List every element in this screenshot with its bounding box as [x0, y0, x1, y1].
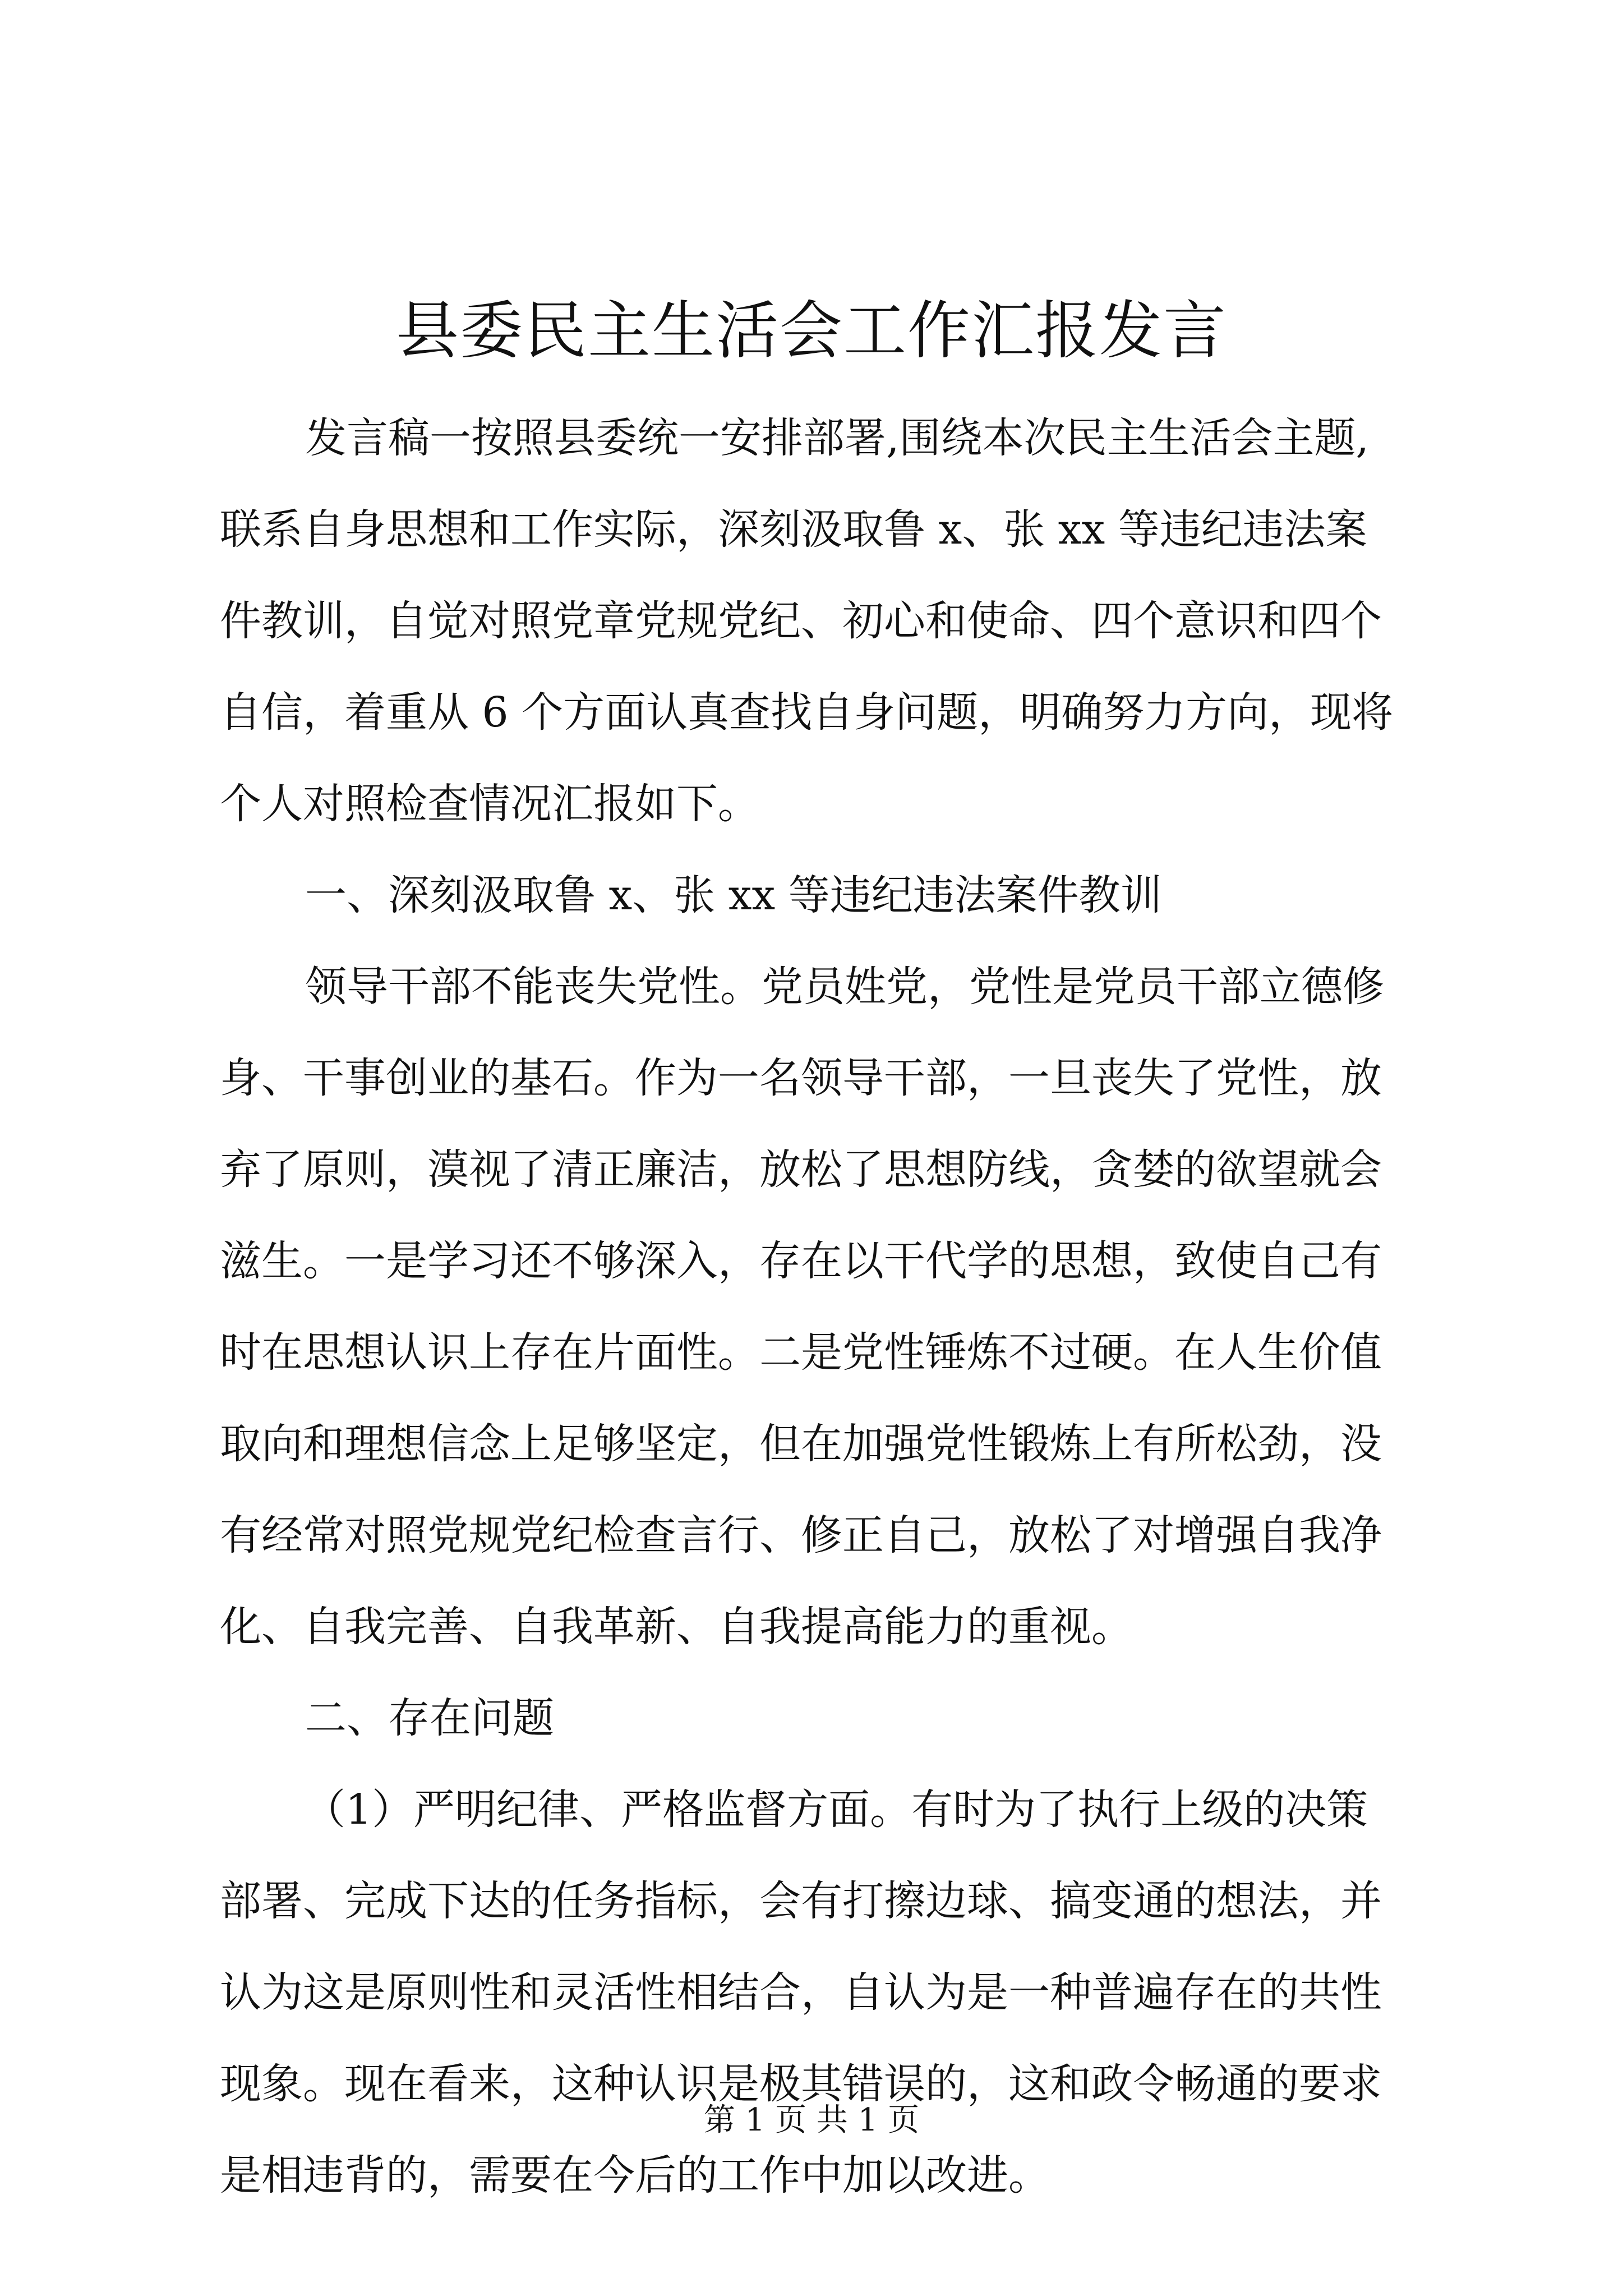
- body-line: 是相违背的，需要在今后的工作中加以改进。: [220, 2151, 1050, 2200]
- body-line: 联系自身思想和工作实际，深刻汲取鲁 x、张 xx 等违纪违法案: [220, 505, 1367, 554]
- body-line: 发言稿一按照县委统一安排部署,围绕本次民主生活会主题,: [305, 414, 1370, 462]
- document-body: [220, 393, 1403, 2221]
- body-line: 取向和理想信念上足够坚定，但在加强党性锻炼上有所松劲，没: [220, 1420, 1382, 1468]
- section-heading: 二、存在问题: [305, 1694, 554, 1742]
- document-title: 县委民主生活会工作汇报发言: [396, 295, 1227, 367]
- section-heading: 一、深刻汲取鲁 x、张 xx 等违纪违法案件教训: [305, 871, 1162, 919]
- body-line: 时在思想认识上存在片面性。二是党性锤炼不过硬。在人生价值: [220, 1328, 1382, 1377]
- body-line: 认为这是原则性和灵活性相结合，自认为是一种普遍存在的共性: [220, 1968, 1382, 2017]
- body-line: 身、干事创业的基石。作为一名领导干部，一旦丧失了党性，放: [220, 1054, 1382, 1102]
- body-line: 有经常对照党规党纪检查言行、修正自己，放松了对增强自我净: [220, 1511, 1382, 1559]
- body-line: 自信，着重从 6 个方面认真查找自身问题，明确努力方向，现将: [220, 688, 1394, 737]
- body-line: 件教训，自觉对照党章党规党纪、初心和使命、四个意识和四个: [220, 597, 1382, 645]
- body-line: 化、自我完善、自我革新、自我提高能力的重视。: [220, 1603, 1133, 1651]
- body-line: 现象。现在看来，这种认识是极其错误的，这和政令畅通的要求: [220, 2060, 1382, 2108]
- body-line: 部署、完成下达的任务指标，会有打擦边球、搞变通的想法，并: [220, 1877, 1382, 1925]
- body-line: 领导干部不能丧失党性。党员姓党，党性是党员干部立德修: [305, 963, 1384, 1011]
- body-line: 滋生。一是学习还不够深入，存在以干代学的思想，致使自己有: [220, 1237, 1382, 1285]
- body-line: 个人对照检查情况汇报如下。: [220, 780, 759, 828]
- body-line: 弃了原则，漠视了清正廉洁，放松了思想防线，贪婪的欲望就会: [220, 1145, 1382, 1194]
- page-footer: 第 1 页 共 1 页: [703, 2102, 920, 2138]
- body-line: （1）严明纪律、严格监督方面。有时为了执行上级的决策: [304, 1786, 1368, 1834]
